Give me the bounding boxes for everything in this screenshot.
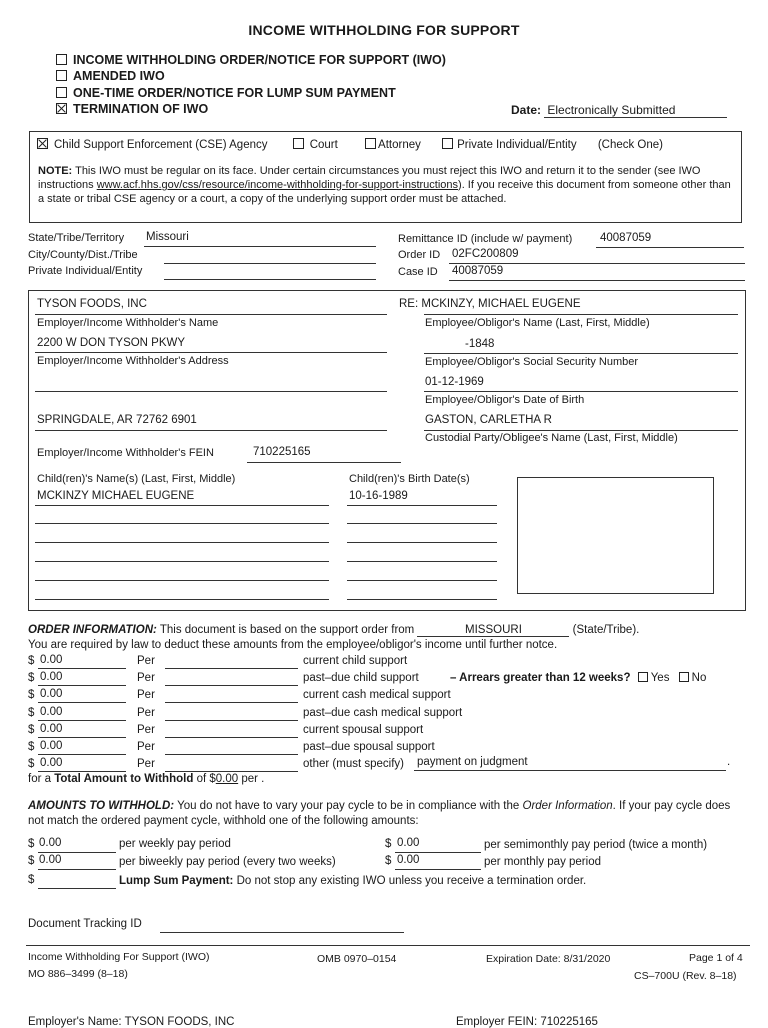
order-row-amount-underline — [38, 685, 126, 686]
form-type-amended-label: AMENDED IWO — [73, 69, 165, 83]
arrears-yes-checkbox[interactable] — [638, 672, 648, 682]
order-row-amount[interactable]: 0.00 — [40, 654, 63, 666]
order-info-heading: ORDER INFORMATION: — [28, 624, 157, 636]
employer-name-underline — [35, 314, 387, 315]
sender-attorney-label: Attorney — [378, 139, 421, 151]
semimonthly-underline — [395, 852, 481, 853]
sender-attorney[interactable] — [365, 139, 421, 151]
footer-divider — [26, 945, 750, 946]
order-state-suffix: (State/Tribe). — [572, 624, 640, 636]
form-type-lump-sum-checkbox[interactable] — [56, 87, 67, 98]
note-label: NOTE: — [38, 165, 73, 177]
order-row-desc: past–due child support — [303, 672, 419, 684]
state-label: State/Tribe/Territory — [28, 232, 125, 244]
other-specify-underline — [414, 770, 726, 771]
monthly-underline — [395, 869, 481, 870]
semimonthly-value[interactable]: 0.00 — [397, 837, 420, 849]
employer-address-value[interactable]: 2200 W DON TYSON PKWY — [37, 337, 186, 349]
footer-expiration: Expiration Date: 8/31/2020 — [486, 953, 611, 965]
next-page-fein — [456, 1016, 598, 1028]
form-type-iwo-label: INCOME WITHHOLDING ORDER/NOTICE FOR SUPPORT (IWO) — [73, 53, 446, 67]
employer-city-underline — [35, 430, 387, 431]
employee-dob-underline — [424, 391, 738, 392]
next-employer-label: Employer's Name: — [28, 1016, 122, 1028]
note-text — [38, 164, 736, 206]
footer-mo-form: MO 886–3499 (8–18) — [28, 968, 128, 980]
footer-omb: OMB 0970–0154 — [317, 953, 397, 965]
child-name-underline — [35, 580, 329, 581]
tracking-underline — [160, 932, 404, 933]
child-name-underline — [35, 542, 329, 543]
order-row-dollar: $ — [28, 741, 35, 753]
remittance-label: Remittance ID (include w/ payment) — [398, 233, 573, 245]
order-row-desc: current spousal support — [303, 724, 424, 736]
employee-name-row — [399, 298, 581, 310]
order-id-underline — [449, 263, 745, 264]
total-pre: for a — [28, 773, 52, 785]
employer-city-value[interactable]: SPRINGDALE, AR 72762 6901 — [37, 414, 197, 426]
arrears-no-label: No — [691, 672, 707, 684]
sender-private-checkbox[interactable] — [442, 138, 453, 149]
order-row-desc: past–due spousal support — [303, 741, 435, 753]
lump-label: Lump Sum Payment: — [119, 875, 234, 887]
next-fein-label: Employer FEIN: — [456, 1016, 538, 1028]
child-name-underline — [35, 505, 329, 506]
custodial-party-label: Custodial Party/Obligee's Name (Last, First, Middle) — [425, 432, 678, 444]
order-row-amount[interactable]: 0.00 — [40, 688, 63, 700]
child-dob-value[interactable]: 10-16-1989 — [349, 490, 408, 502]
order-row-per: Per — [137, 758, 155, 770]
sender-court[interactable] — [293, 139, 338, 151]
order-row-per: Per — [137, 655, 155, 667]
employer-address-label: Employer/Income Withholder's Address — [37, 355, 229, 367]
order-row-per-underline — [165, 737, 298, 738]
employee-dob-value[interactable]: 01-12-1969 — [425, 376, 484, 388]
order-row-dollar: $ — [28, 724, 35, 736]
semimonthly-dollar: $ — [385, 838, 392, 850]
child-dob-label: Child(ren)'s Birth Date(s) — [349, 473, 470, 485]
arrears-question — [450, 672, 706, 684]
instructions-link[interactable]: www.acf.hhs.gov/css/resource/income-withholding-for-support-instructions — [96, 179, 459, 191]
employer-address-line2 — [35, 391, 387, 392]
state-value[interactable]: Missouri — [146, 231, 189, 243]
amounts-heading: AMOUNTS TO WITHHOLD: — [28, 800, 175, 812]
weekly-value[interactable]: 0.00 — [39, 837, 62, 849]
order-row-desc: other (must specify) — [303, 758, 404, 770]
amounts-text2: . If your pay cycle does not match the ordered payment cycle, withhold one of the following amounts: — [28, 800, 731, 827]
employer-address-underline — [35, 352, 387, 353]
order-row-amount-underline — [38, 702, 126, 703]
state-underline — [144, 246, 376, 247]
order-row-amount[interactable]: 0.00 — [40, 671, 63, 683]
sender-type-row — [37, 138, 663, 151]
monthly-label: per monthly pay period — [484, 856, 601, 868]
custodial-party-value[interactable]: GASTON, CARLETHA R — [425, 414, 552, 426]
total-post: per . — [241, 773, 265, 785]
lump-underline — [38, 888, 116, 889]
total-withhold — [28, 773, 264, 785]
signature-box — [517, 477, 714, 594]
remittance-value[interactable]: 40087059 — [600, 232, 652, 244]
sender-cse-checkbox[interactable] — [37, 138, 48, 149]
order-row-per: Per — [137, 741, 155, 753]
note-body-2: ). If you receive this document from someone other than a state or tribal CSE agency or a court, a copy of the underlying support order must be attached. — [38, 179, 731, 205]
biweekly-label: per biweekly pay period (every two weeks) — [119, 856, 336, 868]
order-row-per-underline — [165, 754, 298, 755]
form-type-iwo[interactable] — [56, 53, 446, 67]
order-row-dollar: $ — [28, 758, 35, 770]
amounts-text1: You do not have to vary your pay cycle to be in compliance with the — [177, 800, 520, 812]
order-info-text1: This document is based on the support order from — [159, 624, 415, 636]
note-body-1: This IWO must be regular on its face. Under certain circumstances you must reject this IWO and return it to the sender (see IWO instructions — [38, 165, 701, 191]
total-label: Total Amount to Withhold — [54, 773, 194, 785]
case-id-label: Case ID — [398, 266, 438, 278]
order-row-amount-underline — [38, 771, 126, 772]
form-type-termination-checkbox[interactable] — [56, 103, 67, 114]
order-info-intro — [28, 624, 639, 637]
tracking-label: Document Tracking ID — [28, 918, 142, 930]
sender-court-label: Court — [309, 139, 338, 151]
sender-private[interactable] — [442, 139, 577, 151]
order-info-text2: You are required by law to deduct these amounts from the employee/obligor's income until further notce. — [28, 639, 558, 651]
order-row-desc: current cash medical support — [303, 689, 451, 701]
biweekly-underline — [38, 869, 116, 870]
private-entity-label: Private Individual/Entity — [28, 265, 143, 277]
employee-ssn-underline — [424, 353, 738, 354]
form-type-lump-sum[interactable] — [56, 86, 396, 100]
child-name-label: Child(ren)'s Name(s) (Last, First, Middle) — [37, 473, 236, 485]
form-type-lump-sum-label: ONE-TIME ORDER/NOTICE FOR LUMP SUM PAYMENT — [73, 86, 396, 100]
child-name-underline — [35, 561, 329, 562]
order-row-dollar: $ — [28, 707, 35, 719]
employer-fein-value[interactable]: 710225165 — [253, 446, 311, 458]
order-row-per-underline — [165, 685, 298, 686]
order-row-dollar: $ — [28, 689, 35, 701]
sender-cse-label: Child Support Enforcement (CSE) Agency — [54, 139, 268, 151]
order-row-per: Per — [137, 724, 155, 736]
footer-form-name: Income Withholding For Support (IWO) — [28, 951, 210, 963]
order-row-amount[interactable]: 0.00 — [40, 757, 63, 769]
employee-ssn-value[interactable]: -1848 — [465, 338, 495, 350]
employer-name-label: Employer/Income Withholder's Name — [37, 317, 219, 329]
order-row-per: Per — [137, 672, 155, 684]
biweekly-dollar: $ — [28, 855, 35, 867]
total-of: of $ — [196, 773, 216, 785]
form-type-amended-checkbox[interactable] — [56, 70, 67, 81]
order-state-value[interactable]: MISSOURI — [417, 624, 569, 637]
next-employer-value: TYSON FOODS, INC — [124, 1016, 235, 1028]
order-row-amount-underline — [38, 720, 126, 721]
child-dob-underline — [347, 580, 497, 581]
order-row-amount-underline — [38, 737, 126, 738]
form-title: INCOME WITHHOLDING FOR SUPPORT — [248, 22, 520, 38]
form-type-termination[interactable] — [56, 102, 208, 116]
child-dob-underline — [347, 505, 497, 506]
re-label: RE: — [399, 298, 419, 310]
weekly-label: per weekly pay period — [119, 838, 231, 850]
total-value[interactable]: 0.00 — [215, 773, 239, 785]
order-row-dollar: $ — [28, 672, 35, 684]
order-id-value[interactable]: 02FC200809 — [452, 248, 519, 260]
sender-attorney-checkbox[interactable] — [365, 138, 376, 149]
sender-private-label: Private Individual/Entity — [457, 139, 577, 151]
weekly-dollar: $ — [28, 838, 35, 850]
semimonthly-label: per semimonthly pay period (twice a month) — [484, 839, 708, 851]
lump-instruction: Do not stop any existing IWO unless you receive a termination order. — [236, 875, 587, 887]
amounts-text-italic: Order Information — [522, 800, 613, 812]
order-row-dollar: $ — [28, 655, 35, 667]
order-row-desc: past–due cash medical support — [303, 707, 463, 719]
sender-cse[interactable] — [37, 139, 268, 151]
order-row-per-underline — [165, 771, 298, 772]
order-row-per-underline — [165, 668, 298, 669]
monthly-dollar: $ — [385, 855, 392, 867]
city-underline — [164, 263, 376, 264]
child-dob-underline — [347, 523, 497, 524]
amounts-intro — [28, 799, 740, 829]
employee-name-underline — [424, 314, 738, 315]
other-specify-period: . — [727, 756, 731, 768]
order-id-label: Order ID — [398, 249, 441, 261]
form-type-amended[interactable] — [56, 69, 165, 83]
order-row-per: Per — [137, 689, 155, 701]
employer-name-value[interactable]: TYSON FOODS, INC — [37, 298, 147, 310]
child-dob-underline — [347, 561, 497, 562]
lump-sum-text — [119, 875, 586, 887]
employee-name-value[interactable]: MCKINZY, MICHAEL EUGENE — [421, 298, 581, 310]
other-specify-value[interactable]: payment on judgment — [417, 756, 528, 768]
private-entity-underline — [164, 279, 376, 280]
remittance-underline — [596, 247, 744, 248]
next-page-employer — [28, 1016, 235, 1028]
next-fein-value: 710225165 — [540, 1016, 598, 1028]
child-dob-underline — [347, 542, 497, 543]
order-row-desc: current child support — [303, 655, 408, 667]
biweekly-value[interactable]: 0.00 — [39, 854, 62, 866]
date-field — [511, 103, 727, 118]
employer-fein-label: Employer/Income Withholder's FEIN — [37, 447, 214, 459]
order-row-amount-underline — [38, 668, 126, 669]
arrears-yes-label: Yes — [650, 672, 670, 684]
order-row-amount-underline — [38, 754, 126, 755]
arrears-label: – Arrears greater than 12 weeks? — [450, 672, 631, 684]
footer-page-number: Page 1 of 4 — [689, 952, 743, 964]
form-type-iwo-checkbox[interactable] — [56, 54, 67, 65]
date-label: Date: — [511, 103, 542, 117]
order-row-per: Per — [137, 707, 155, 719]
weekly-underline — [38, 852, 116, 853]
city-label: City/County/Dist./Tribe — [28, 249, 138, 261]
employee-name-label: Employee/Obligor's Name (Last, First, Middle) — [425, 317, 650, 329]
order-row-amount[interactable]: 0.00 — [40, 723, 63, 735]
order-row-per-underline — [165, 702, 298, 703]
lump-dollar: $ — [28, 874, 35, 886]
case-id-underline — [449, 280, 745, 281]
custodial-party-underline — [424, 430, 738, 431]
employer-fein-underline — [247, 462, 401, 463]
employee-ssn-label: Employee/Obligor's Social Security Number — [425, 356, 639, 368]
employee-dob-label: Employee/Obligor's Date of Birth — [425, 394, 585, 406]
case-id-value[interactable]: 40087059 — [452, 265, 504, 277]
order-row-per-underline — [165, 720, 298, 721]
child-dob-underline — [347, 599, 497, 600]
check-one-note: (Check One) — [597, 139, 663, 151]
arrears-no-checkbox[interactable] — [679, 672, 689, 682]
sender-court-checkbox[interactable] — [293, 138, 304, 149]
footer-cs-form: CS–700U (Rev. 8–18) — [634, 970, 737, 982]
monthly-value[interactable]: 0.00 — [397, 854, 420, 866]
child-name-underline — [35, 599, 329, 600]
date-value[interactable]: Electronically Submitted — [544, 103, 727, 118]
form-type-termination-label: TERMINATION OF IWO — [73, 102, 209, 116]
child-name-value[interactable]: MCKINZY MICHAEL EUGENE — [37, 490, 195, 502]
child-name-underline — [35, 523, 329, 524]
order-row-amount[interactable]: 0.00 — [40, 706, 63, 718]
order-row-amount[interactable]: 0.00 — [40, 740, 63, 752]
